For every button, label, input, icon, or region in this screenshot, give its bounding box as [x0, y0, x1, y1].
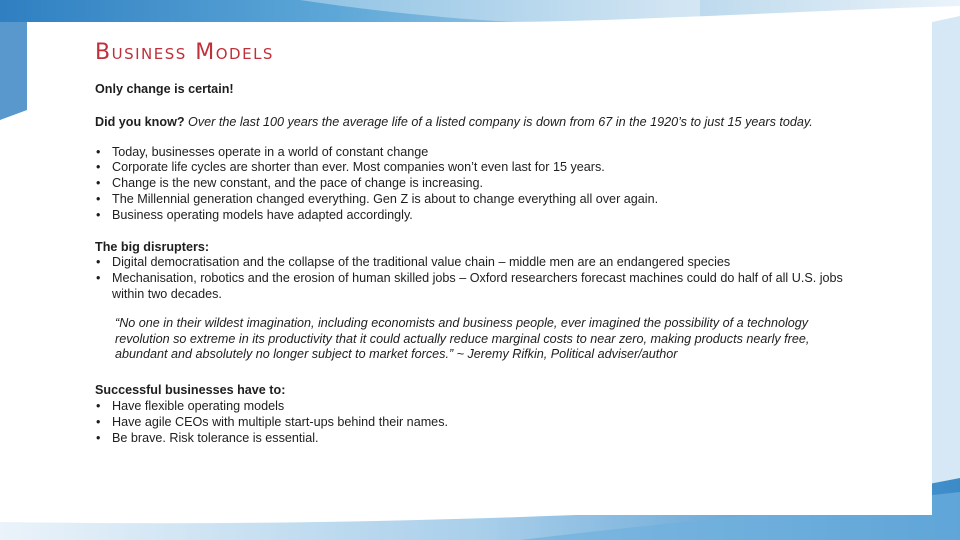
left-edge-band — [0, 22, 27, 120]
disrupters-list — [95, 255, 865, 302]
successful-list — [95, 399, 865, 446]
list-item: • Have flexible operating models — [95, 399, 865, 415]
list-item: • Business operating models have adapted accordingly. — [95, 208, 865, 224]
successful-heading: Successful businesses have to: — [95, 383, 286, 398]
did-you-know-text: Over the last 100 years the average life of a listed company is down from 67 in the 1920’s to just 15 years today. — [184, 114, 813, 129]
rifkin-quote: “No one in their wildest imagination, including economists and business people, ever imagined the possibility of a technology revolution so extreme in its productivity that it could actually reduce marginal costs to near zero, making products nearly free, abundant and absolutely no longer subject to market forces.” ~ Jeremy Rifkin, Political adviser/author — [115, 315, 810, 362]
list-item: • Be brave. Risk tolerance is essential. — [95, 431, 865, 447]
intro-line: Only change is certain! — [95, 82, 234, 96]
list-item: • The Millennial generation changed everything. Gen Z is about to change everything all over again. — [95, 192, 865, 208]
slide-title: Business Models — [95, 40, 274, 65]
change-bullet-list — [95, 145, 865, 224]
list-item: • Corporate life cycles are shorter than ever. Most companies won’t even last for 15 years. — [95, 160, 865, 176]
did-you-know-paragraph — [95, 115, 865, 131]
list-item: • Change is the new constant, and the pace of change is increasing. — [95, 176, 865, 192]
list-item: • Mechanisation, robotics and the erosion of human skilled jobs – Oxford researchers forecast machines could do half of all U.S. jobs within two decades. — [95, 271, 865, 303]
list-item: • Have agile CEOs with multiple start-ups behind their names. — [95, 415, 865, 431]
list-item: • Today, businesses operate in a world of constant change — [95, 145, 865, 161]
did-you-know-label: Did you know? — [95, 114, 185, 129]
right-edge-band — [932, 16, 960, 540]
list-item: • Digital democratisation and the collapse of the traditional value chain – middle men are an endangered species — [95, 255, 865, 271]
disrupters-heading: The big disrupters: — [95, 239, 210, 254]
slide-body — [95, 82, 865, 446]
